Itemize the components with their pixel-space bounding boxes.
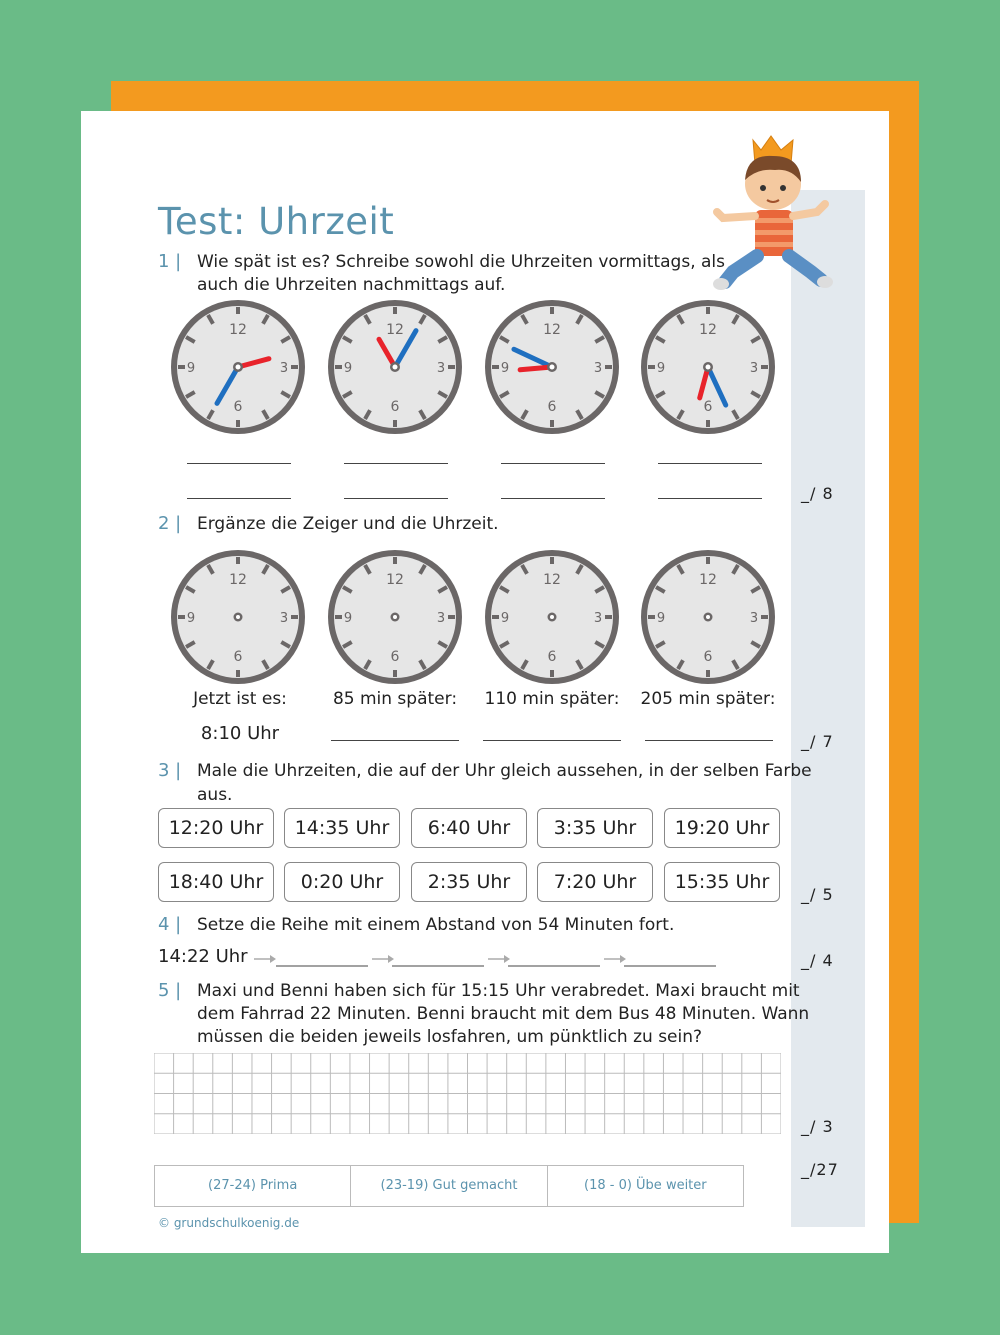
q2-clock <box>324 546 466 688</box>
numeral-3: 3 <box>436 611 446 626</box>
q1-number: 1 | <box>158 251 182 272</box>
q1-answer-line[interactable] <box>187 498 291 499</box>
numeral-9: 9 <box>343 361 353 376</box>
numeral-9: 9 <box>500 611 510 626</box>
numeral-3: 3 <box>593 361 603 376</box>
q5-text-line1: Maxi und Benni haben sich für 15:15 Uhr verabredet. Maxi braucht mit <box>197 981 800 1001</box>
q1-text-line1: Wie spät ist es? Schreibe sowohl die Uhrzeiten vormittags, als <box>197 252 726 272</box>
q4-number: 4 | <box>158 914 182 935</box>
numeral-6: 6 <box>547 649 557 665</box>
q2-label-205: 205 min später: <box>640 689 776 709</box>
q1-answer-line[interactable] <box>658 463 762 464</box>
q1-answer-line[interactable] <box>658 498 762 499</box>
page-title: Test: Uhrzeit <box>158 200 395 243</box>
time-box[interactable]: 0:20 Uhr <box>284 862 400 902</box>
numeral-3: 3 <box>749 611 759 626</box>
numeral-6: 6 <box>233 649 243 665</box>
q2-text: Ergänze die Zeiger und die Uhrzeit. <box>197 514 499 534</box>
numeral-9: 9 <box>656 611 666 626</box>
numeral-3: 3 <box>279 611 289 626</box>
time-box[interactable]: 14:35 Uhr <box>284 808 400 848</box>
q2-clock <box>167 546 309 688</box>
numeral-9: 9 <box>186 611 196 626</box>
time-box[interactable]: 19:20 Uhr <box>664 808 780 848</box>
q1-answer-line[interactable] <box>187 463 291 464</box>
q5-score: _/ 3 <box>801 1117 834 1136</box>
numeral-9: 9 <box>656 361 666 376</box>
q2-score: _/ 7 <box>801 732 834 751</box>
q2-answer-line[interactable] <box>645 740 773 741</box>
numeral-3: 3 <box>593 611 603 626</box>
numeral-12: 12 <box>699 322 717 338</box>
q2-label-85: 85 min später: <box>332 689 458 709</box>
q3-text-line1: Male die Uhrzeiten, die auf der Uhr gleich aussehen, in der selben Farbe <box>197 761 812 781</box>
numeral-3: 3 <box>279 361 289 376</box>
numeral-12: 12 <box>386 572 404 588</box>
q1-answer-line[interactable] <box>501 463 605 464</box>
copyright: © grundschulkoenig.de <box>158 1216 300 1230</box>
q2-start-time: 8:10 Uhr <box>200 723 280 744</box>
q4-score: _/ 4 <box>801 951 834 970</box>
numeral-12: 12 <box>229 572 247 588</box>
q1-answer-line[interactable] <box>344 463 448 464</box>
q1-clock <box>167 296 309 438</box>
time-box[interactable]: 2:35 Uhr <box>411 862 527 902</box>
numeral-9: 9 <box>186 361 196 376</box>
numeral-6: 6 <box>703 649 713 665</box>
q5-text-line2: dem Fahrrad 22 Minuten. Benni braucht mit dem Bus 48 Minuten. Wann <box>197 1004 810 1024</box>
q2-answer-line[interactable] <box>483 740 621 741</box>
numeral-6: 6 <box>703 399 713 415</box>
q5-text-line3: müssen die beiden jeweils losfahren, um pünktlich zu sein? <box>197 1027 703 1047</box>
numeral-12: 12 <box>699 572 717 588</box>
q3-text-line2: aus. <box>197 785 233 805</box>
numeral-9: 9 <box>500 361 510 376</box>
numeral-12: 12 <box>543 572 561 588</box>
answer-grid[interactable] <box>154 1053 781 1134</box>
time-box[interactable]: 18:40 Uhr <box>158 862 274 902</box>
numeral-3: 3 <box>749 361 759 376</box>
q2-label-now: Jetzt ist es: <box>193 689 287 709</box>
arrow-icon <box>604 955 626 963</box>
q2-answer-line[interactable] <box>331 740 459 741</box>
score-sidebar <box>791 190 865 1227</box>
arrow-icon <box>488 955 510 963</box>
numeral-6: 6 <box>547 399 557 415</box>
rating-gut-gemacht: (23-19) Gut gemacht <box>351 1166 547 1206</box>
total-score: _/27 <box>801 1160 839 1179</box>
time-box[interactable]: 15:35 Uhr <box>664 862 780 902</box>
q4-sequence <box>252 952 722 968</box>
q1-clock <box>481 296 623 438</box>
numeral-3: 3 <box>436 361 446 376</box>
time-box[interactable]: 7:20 Uhr <box>537 862 653 902</box>
q4-text: Setze die Reihe mit einem Abstand von 54 Minuten fort. <box>197 915 675 935</box>
q5-number: 5 | <box>158 980 182 1001</box>
numeral-12: 12 <box>543 322 561 338</box>
numeral-12: 12 <box>386 322 404 338</box>
q1-score: _/ 8 <box>801 484 834 503</box>
q4-start-time: 14:22 Uhr <box>158 946 248 967</box>
q2-clock <box>481 546 623 688</box>
numeral-12: 12 <box>229 322 247 338</box>
arrow-icon <box>254 955 276 963</box>
rating-prima: (27-24) Prima <box>155 1166 351 1206</box>
q1-clock <box>637 296 779 438</box>
q1-answer-line[interactable] <box>344 498 448 499</box>
q2-clock <box>637 546 779 688</box>
q2-number: 2 | <box>158 513 182 534</box>
q2-label-110: 110 min später: <box>484 689 620 709</box>
time-box[interactable]: 12:20 Uhr <box>158 808 274 848</box>
q1-clock <box>324 296 466 438</box>
time-box[interactable]: 6:40 Uhr <box>411 808 527 848</box>
q3-score: _/ 5 <box>801 885 834 904</box>
q3-number: 3 | <box>158 760 182 781</box>
rating-table <box>154 1165 744 1207</box>
arrow-icon <box>372 955 394 963</box>
numeral-6: 6 <box>390 649 400 665</box>
time-box[interactable]: 3:35 Uhr <box>537 808 653 848</box>
numeral-6: 6 <box>233 399 243 415</box>
rating-uebe-weiter: (18 - 0) Übe weiter <box>584 1178 707 1193</box>
q1-answer-line[interactable] <box>501 498 605 499</box>
numeral-9: 9 <box>343 611 353 626</box>
q1-text-line2: auch die Uhrzeiten nachmittags auf. <box>197 275 506 295</box>
numeral-6: 6 <box>390 399 400 415</box>
